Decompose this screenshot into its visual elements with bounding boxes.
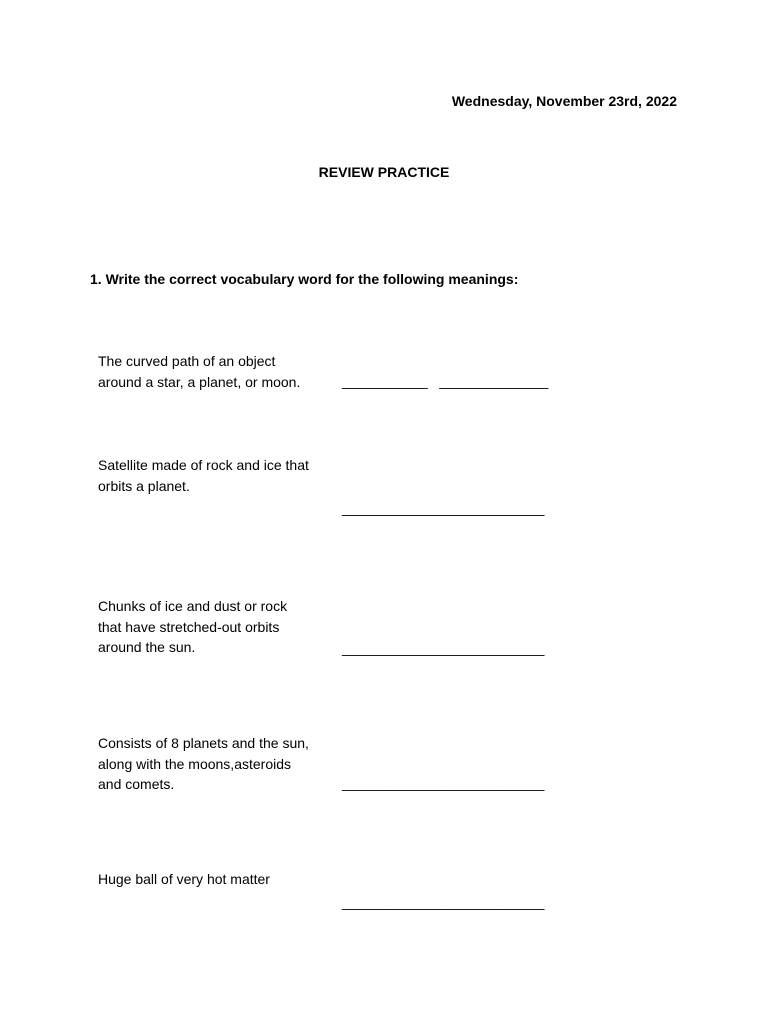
vocab-item-1 bbox=[98, 351, 348, 392]
vocab-item-2 bbox=[98, 455, 348, 496]
vocab-item-3 bbox=[98, 596, 348, 658]
answer-blank-2[interactable]: __________________________ bbox=[342, 500, 545, 516]
answer-blank-3[interactable]: __________________________ bbox=[342, 640, 545, 656]
answer-blank-4[interactable]: __________________________ bbox=[342, 775, 545, 791]
answer-blank-5[interactable]: __________________________ bbox=[342, 894, 545, 910]
worksheet-date: Wednesday, November 23rd, 2022 bbox=[451, 93, 677, 109]
vocab-meaning: Satellite made of rock and ice that orbits a planet. bbox=[98, 457, 309, 494]
vocab-item-5 bbox=[98, 869, 348, 890]
vocab-meaning: The curved path of an object around a star, a planet, or moon. bbox=[98, 353, 301, 390]
answer-blank-1[interactable]: ___________ ______________ bbox=[342, 373, 549, 389]
vocab-meaning: Huge ball of very hot matter bbox=[98, 871, 270, 887]
vocab-meaning: Chunks of ice and dust or rock that have stretched-out orbits around the sun. bbox=[98, 598, 288, 655]
vocab-item-4 bbox=[98, 733, 348, 795]
vocab-meaning: Consists of 8 planets and the sun, along with the moons,asteroids and comets. bbox=[98, 735, 309, 792]
worksheet-title: REVIEW PRACTICE bbox=[318, 164, 450, 180]
question-instruction: 1. Write the correct vocabulary word for the following meanings: bbox=[90, 271, 519, 287]
